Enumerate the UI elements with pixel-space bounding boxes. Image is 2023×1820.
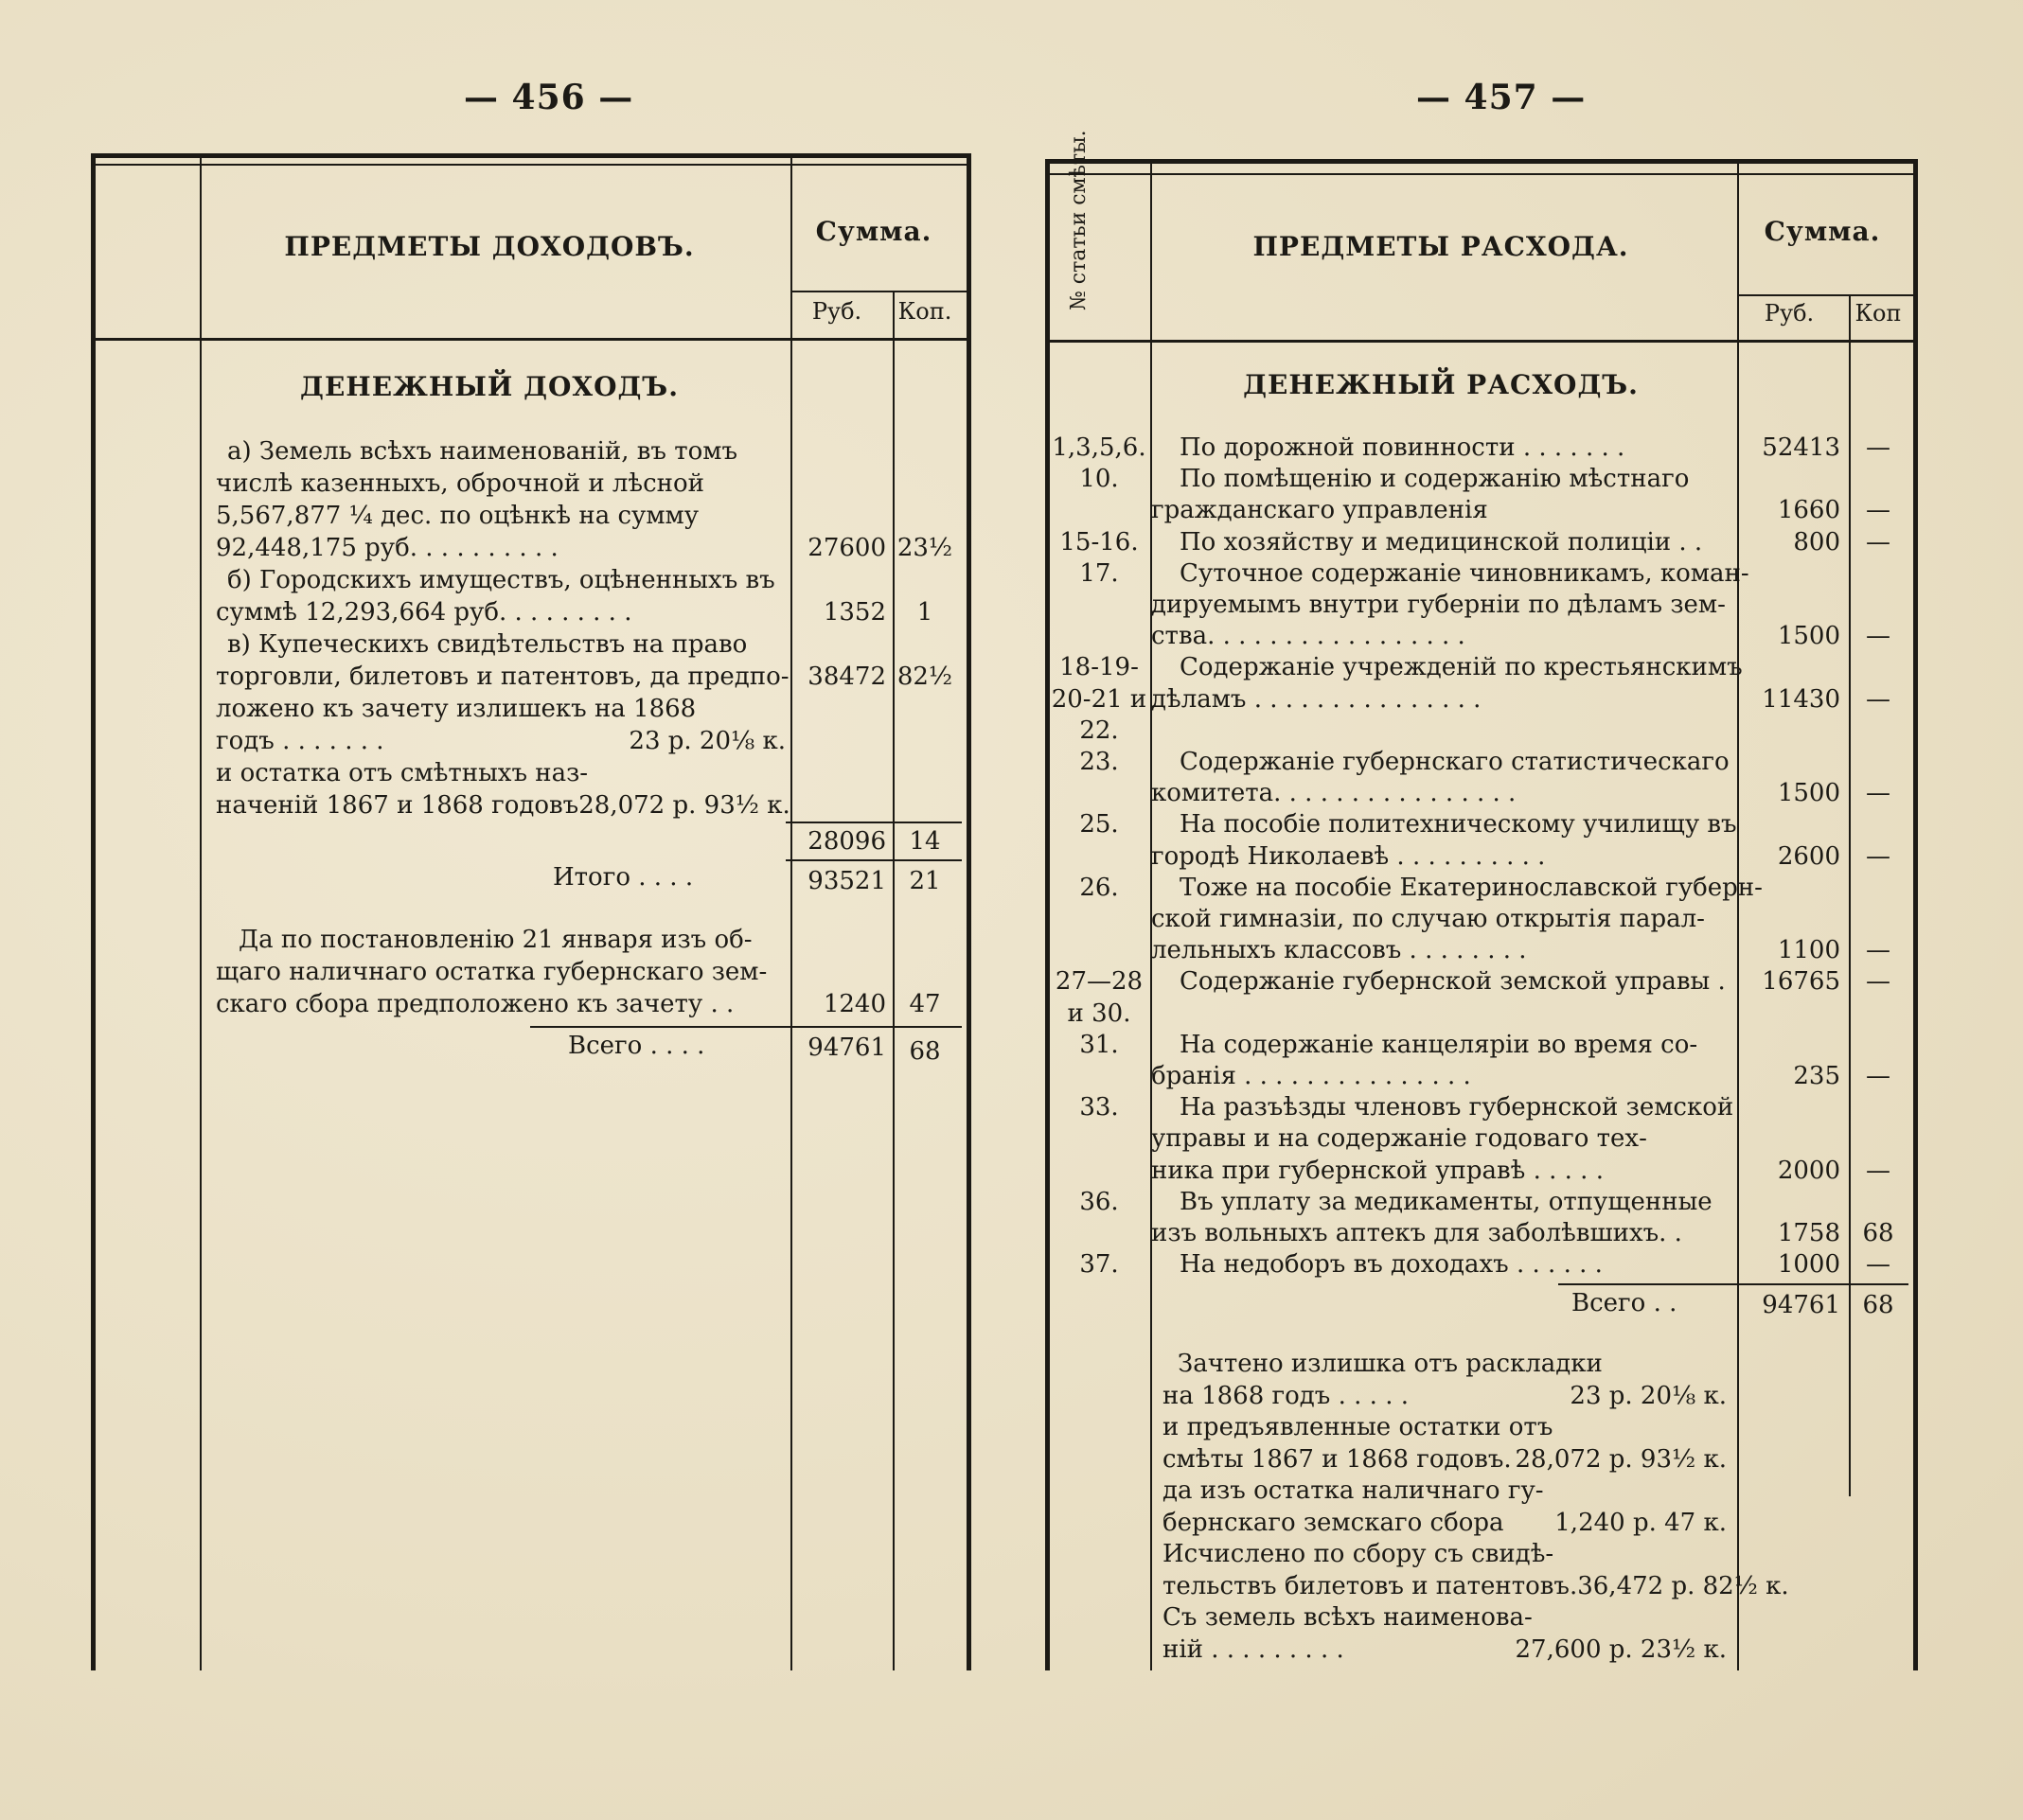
text-line: Содержаніе учрежденій по крестьянскимъ (1180, 653, 1743, 682)
text-line: суммѣ 12,293,664 руб. . . . . . . . . (216, 598, 632, 627)
amount-rub: 1352 (823, 598, 886, 627)
left-kop-rule (893, 291, 895, 1670)
text-line: щаго наличнаго остатка губернскаго зем- (216, 958, 768, 986)
article-number: 20-21 и (1051, 684, 1147, 714)
text-line: Тоже на пособіе Екатеринославской губерн- (1180, 873, 1763, 902)
right-header-sum: Сумма. (1764, 216, 1881, 247)
article-number: 37. (1079, 1250, 1119, 1280)
left-rub-rule (790, 158, 792, 1670)
amount-kop: — (1866, 1156, 1890, 1185)
text-line: Суточное содержаніе чиновникамъ, коман- (1180, 558, 1749, 588)
amount-kop: — (1866, 433, 1890, 462)
amount-rub: 800 (1793, 527, 1840, 557)
text-line: По хозяйству и медицинской полиціи . . (1180, 527, 1703, 557)
text-line: управы и на содержаніе годоваго тех- (1151, 1124, 1647, 1154)
vsego-kop: 68 (909, 1037, 941, 1066)
note-line (1178, 1348, 1727, 1380)
text-line: По помѣщенію и содержанію мѣстнаго (1180, 465, 1690, 494)
subtotal-rule (786, 822, 962, 823)
note-text: и предъявленные остатки отъ (1162, 1413, 1553, 1441)
text-line: 5,567,877 ¼ дес. по оцѣнкѣ на сумму (216, 502, 700, 530)
note-text: Съ земель всѣхъ наименова- (1162, 1603, 1533, 1632)
text-right: 28,072 р. 93½ к. (578, 791, 790, 820)
text-line: Въ уплату за медикаменты, отпущенные (1180, 1187, 1712, 1216)
text-left: наченій 1867 и 1868 годовъ (216, 791, 579, 820)
text-line: а) Земель всѣхъ наименованій, въ томъ (227, 437, 738, 466)
note-text: смѣты 1867 и 1868 годовъ. (1162, 1444, 1512, 1474)
article-number: 25. (1079, 810, 1119, 839)
right-page-number: — 457 — (1416, 78, 1587, 117)
amount-kop: — (1866, 1062, 1890, 1090)
right-header-kop: Коп (1854, 300, 1902, 327)
article-number: 26. (1079, 873, 1119, 902)
article-number: 33. (1079, 1093, 1119, 1122)
left-page-number: — 456 — (464, 78, 634, 117)
amount-kop: — (1866, 527, 1890, 557)
right-section-title: ДЕНЕЖНЫЙ РАСХОДЪ. (1243, 369, 1639, 400)
amount-rub: 1000 (1777, 1250, 1840, 1280)
amount-rub: 27600 (807, 534, 886, 562)
text-right: 23 р. 20⅛ к. (629, 727, 786, 755)
amount-kop: — (1866, 841, 1890, 871)
amount-kop: — (1866, 779, 1890, 808)
amount-rub: 1500 (1777, 622, 1840, 651)
article-number: 22. (1079, 716, 1119, 745)
text-line: лельныхъ классовъ . . . . . . . . (1151, 936, 1527, 965)
note-line (1162, 1570, 1789, 1602)
vsego-rub: 94761 (807, 1034, 886, 1062)
amount-kop: — (1866, 936, 1890, 965)
amount-kop: 47 (909, 990, 941, 1018)
text-line: дируемымъ внутри губерніи по дѣламъ зем- (1151, 591, 1726, 619)
left-header-sum: Сумма. (815, 216, 932, 247)
left-header-rub: Руб. (811, 298, 862, 325)
amount-rub: 1500 (1777, 779, 1840, 808)
text-line: На разъѣзды членовъ губернской земской (1180, 1093, 1734, 1122)
text-line: изъ вольныхъ аптекъ для заболѣвшихъ. . (1151, 1219, 1682, 1247)
text-line: ника при губернской управѣ . . . . . (1151, 1156, 1604, 1185)
text-line: бранія . . . . . . . . . . . . . . . (1151, 1062, 1471, 1090)
text-line: б) Городскихъ имуществъ, оцѣненныхъ въ (227, 566, 775, 594)
vsego-label: Всего . . . . (568, 1032, 705, 1060)
note-text: да изъ остатка наличнаго гу- (1162, 1476, 1544, 1505)
amount-kop: — (1866, 684, 1890, 714)
left-sum-rule (790, 291, 967, 292)
text-line: Да по постановленію 21 января изъ об- (239, 926, 753, 954)
note-line (1162, 1411, 1727, 1443)
amount-kop: — (1866, 622, 1890, 651)
note-line (1162, 1475, 1727, 1507)
text-line (216, 725, 786, 757)
article-number: 18-19- (1059, 653, 1139, 682)
note-text: ній . . . . . . . . . (1162, 1634, 1344, 1664)
article-number: и 30. (1067, 998, 1131, 1028)
amount-rub: 1758 (1777, 1219, 1840, 1247)
text-line: ства. . . . . . . . . . . . . . . . . (1151, 622, 1465, 651)
note-text: Исчислено по сбору съ свидѣ- (1162, 1540, 1554, 1568)
right-vsego-kop: 68 (1862, 1291, 1894, 1319)
right-header-rub: Руб. (1764, 300, 1815, 327)
note-line (1162, 1380, 1727, 1412)
left-header-bottom-rule (96, 338, 967, 341)
itogo-rub: 93521 (807, 867, 886, 895)
text-line: Содержаніе губернской земской управы . (1180, 967, 1726, 997)
amount-rub: 235 (1793, 1062, 1840, 1090)
text-line: в) Купеческихъ свидѣтельствъ на право (227, 630, 748, 659)
right-vsego-rule (1558, 1283, 1908, 1285)
article-number: 15-16. (1059, 527, 1139, 557)
text-line: гражданскаго управленія (1151, 496, 1488, 525)
note-line (1162, 1601, 1727, 1634)
amount-rub: 2600 (1777, 841, 1840, 871)
text-line: скаго сбора предположено къ зачету . . (216, 990, 735, 1018)
text-line: По дорожной повинности . . . . . . . (1180, 433, 1625, 462)
article-number: 23. (1079, 748, 1119, 776)
text-line (216, 789, 790, 822)
right-sum-rule (1737, 294, 1913, 296)
article-number: 17. (1079, 558, 1119, 588)
amount-rub: 1240 (823, 990, 886, 1018)
text-line: На пособіе политехническому училищу въ (1180, 810, 1737, 839)
note-amount: 28,072 р. 93½ к. (1515, 1444, 1727, 1474)
note-amount: 23 р. 20⅛ к. (1570, 1381, 1727, 1410)
amount-rub: 28096 (807, 827, 886, 856)
text-line: торговли, билетовъ и патентовъ, да предпо- (216, 663, 790, 691)
itogo-label: Итого . . . . (553, 863, 694, 892)
amount-kop: 23½ (896, 534, 953, 562)
note-amount: 36,472 р. 82½ к. (1577, 1571, 1789, 1600)
left-header-top-rule (96, 164, 967, 166)
amount-rub: 16765 (1762, 967, 1840, 997)
itogo-kop: 21 (909, 867, 941, 895)
article-number: 1,3,5,6. (1052, 433, 1146, 462)
right-vsego-rub: 94761 (1762, 1291, 1840, 1319)
article-number: 36. (1079, 1187, 1119, 1216)
note-amount: 27,600 р. 23½ к. (1515, 1634, 1727, 1664)
text-line: и остатка отъ смѣтныхъ наз- (216, 759, 589, 787)
amount-kop: 14 (909, 827, 941, 856)
text-line: 92,448,175 руб. . . . . . . . . . (216, 534, 559, 562)
text-left: годъ . . . . . . . (216, 727, 384, 755)
amount-rub: 11430 (1762, 684, 1840, 714)
amount-rub: 1100 (1777, 936, 1840, 965)
note-text: бернскаго земскаго сбора (1162, 1508, 1504, 1537)
amount-kop: 68 (1862, 1219, 1894, 1247)
text-line: дѣламъ . . . . . . . . . . . . . . . (1151, 684, 1482, 714)
text-line: городѣ Николаевѣ . . . . . . . . . . (1151, 841, 1546, 871)
amount-kop: — (1866, 967, 1890, 997)
text-line: На содержаніе канцеляріи во время со- (1180, 1030, 1698, 1059)
right-header-title: ПРЕДМЕТЫ РАСХОДА. (1252, 231, 1629, 262)
left-header-title: ПРЕДМЕТЫ ДОХОДОВЪ. (284, 231, 695, 262)
right-rub-rule (1737, 164, 1739, 1670)
amount-kop: — (1866, 496, 1890, 525)
text-line: ложено къ зачету излишекъ на 1868 (216, 695, 697, 723)
amount-kop: 82½ (896, 663, 953, 691)
note-text: тельствъ билетовъ и патентовъ. (1162, 1571, 1578, 1600)
text-line: числѣ казенныхъ, оброчной и лѣсной (216, 469, 704, 498)
text-line: Содержаніе губернскаго статистическаго (1180, 748, 1730, 776)
left-header-kop: Коп. (897, 298, 952, 325)
article-column-header: № статьи смѣты. (1067, 130, 1091, 310)
right-header-top-rule (1050, 173, 1913, 175)
text-line: ской гимназіи, по случаю открытія парал- (1151, 905, 1705, 933)
amount-rub: 2000 (1777, 1156, 1840, 1185)
amount-kop: 1 (916, 598, 933, 627)
note-text: на 1868 годъ . . . . . (1162, 1381, 1409, 1410)
left-section-title: ДЕНЕЖНЫЙ ДОХОДЪ. (300, 371, 679, 402)
article-number: 10. (1079, 465, 1119, 494)
article-number: 31. (1079, 1030, 1119, 1059)
note-text: Зачтено излишка отъ раскладки (1178, 1350, 1603, 1378)
right-vsego-label: Всего . . (1571, 1289, 1677, 1317)
amount-rub: 52413 (1762, 433, 1840, 462)
note-line (1162, 1634, 1727, 1666)
vsego-rule (530, 1026, 962, 1028)
note-line (1162, 1507, 1727, 1539)
text-line: На недоборъ въ доходахъ . . . . . . (1180, 1250, 1603, 1280)
itogo-rule (786, 859, 962, 861)
amount-rub: 38472 (807, 663, 886, 691)
note-amount: 1,240 р. 47 к. (1554, 1508, 1727, 1537)
text-line: комитета. . . . . . . . . . . . . . . . (1151, 779, 1517, 808)
amount-rub: 1660 (1777, 496, 1840, 525)
amount-kop: — (1866, 1250, 1890, 1280)
right-header-bottom-rule (1050, 340, 1913, 343)
note-line (1162, 1538, 1727, 1570)
article-number: 27—28 (1055, 967, 1144, 997)
note-line (1162, 1443, 1727, 1475)
